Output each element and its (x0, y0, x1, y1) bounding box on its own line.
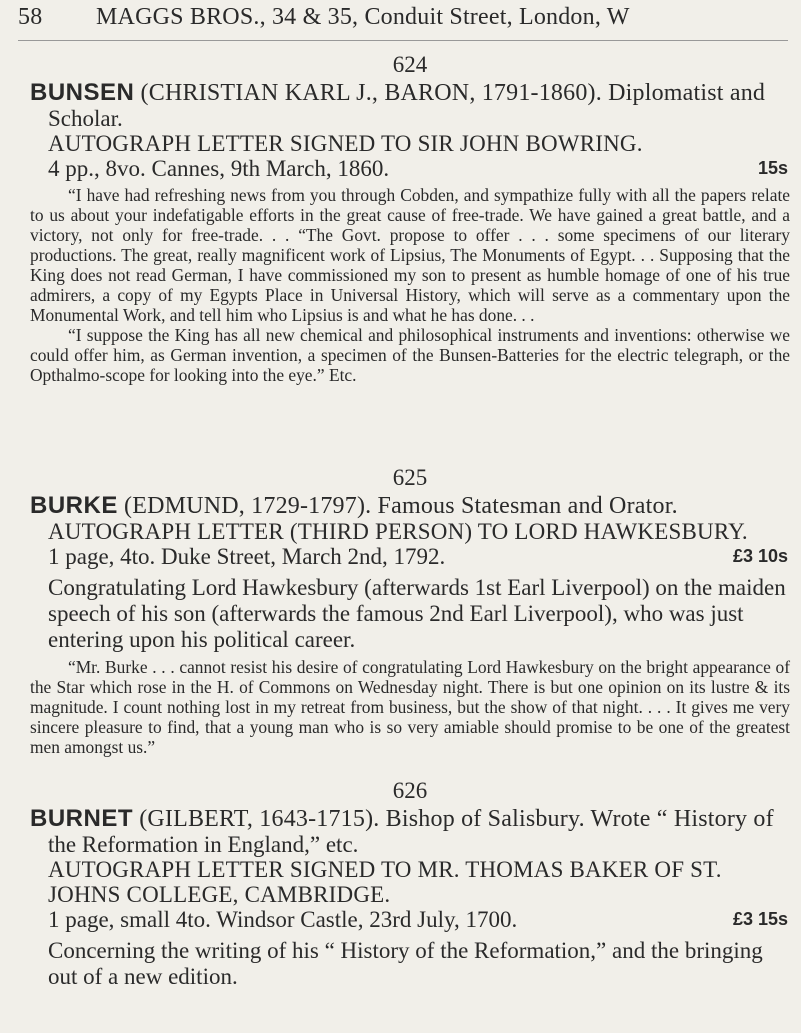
lot-number: 624 (392, 52, 428, 77)
person-name: BURKE (30, 492, 118, 519)
entry-heading (30, 493, 790, 519)
heading-continuation: Scholar. (48, 106, 123, 131)
catalogue-entry-625 (30, 465, 790, 757)
quote-paragraph: “I suppose the King has all new chemical and philosophical instruments and inventions: otherwise we could offer him, as German invention, a specimen of the Bunsen-Batteries for the electric telegraph, or the Opthalmo-scope for looking into the eye.” Etc. (30, 325, 790, 385)
quotation (30, 185, 790, 385)
catalogue-entry-624 (30, 52, 790, 385)
item-description (48, 544, 790, 569)
heading-continuation: the Reformation in England,” etc. (48, 832, 359, 857)
heading-details: (EDMUND, 1729-1797). Famous Statesman and Orator. (117, 493, 678, 519)
quote-paragraph: “I have had refreshing news from you through Cobden, and sympathize fully with all the papers relate to us about your indefatigable efforts in the great cause of free-trade. We have gained a great battle, and a victory, not only for free-trade. . . “The Govt. propose to offer . . . some specimens of our literary productions. The great, really magnificent work of Lipsius, The Monuments of Egypt. . . Supposing that the King does not read German, I have commissioned my son to present as humble homage of one of his true admirers, a copy of my Egypts Place in Universal History, which will serve as a commentary upon the Monumental Work, and tell him who Lipsius is and what he has done. . . (30, 185, 790, 325)
person-name: BUNSEN (30, 79, 135, 106)
price: 15s (757, 158, 788, 178)
item-title: AUTOGRAPH LETTER (THIRD PERSON) TO LORD HAWKESBURY. (48, 519, 748, 544)
item-description (48, 156, 790, 181)
summary: Congratulating Lord Hawkesbury (afterwards 1st Earl Liverpool) on the maiden speech of his son (afterwards the famous 2nd Earl Liverpool), who was just entering upon his political career. (48, 575, 786, 652)
quotation (30, 657, 790, 757)
person-name: BURNET (30, 805, 133, 832)
quote-paragraph: “Mr. Burke . . . cannot resist his desire of congratulating Lord Hawkesbury on the bright appearance of the Star which rose in the H. of Commons on Wednesday night. There is but one opinion on its lustre & its magnitude. I count nothing lost in my retreat from business, but the show of that night. . . . It gives me very sincere pleasure to find, that a young man who is so very amiable should promise to be one of the greatest men amongst us.” (30, 657, 790, 757)
lot-number: 626 (392, 778, 428, 803)
entry-heading (30, 806, 790, 832)
page-number: 58 (18, 4, 43, 30)
price: £3 15s (732, 909, 788, 929)
item-title: AUTOGRAPH LETTER SIGNED TO SIR JOHN BOWRING. (48, 131, 643, 156)
physical-description: 1 page, 4to. Duke Street, March 2nd, 1792. (48, 544, 446, 569)
item-description (48, 907, 790, 932)
header-rule (18, 40, 788, 41)
item-title: AUTOGRAPH LETTER SIGNED TO MR. THOMAS BAKER OF ST. JOHNS COLLEGE, CAMBRIDGE. (48, 857, 722, 907)
entry-heading (30, 80, 790, 106)
heading-details: (GILBERT, 1643-1715). Bishop of Salisbury. Wrote “ History of (133, 806, 774, 832)
physical-description: 4 pp., 8vo. Cannes, 9th March, 1860. (48, 156, 390, 181)
firm-address: MAGGS BROS., 34 & 35, Conduit Street, London, W (96, 4, 630, 30)
lot-number: 625 (392, 465, 428, 490)
running-head (18, 4, 788, 31)
catalogue-entry-626 (30, 778, 790, 990)
summary: Concerning the writing of his “ History of the Reformation,” and the bringing out of a new edition. (48, 938, 763, 989)
physical-description: 1 page, small 4to. Windsor Castle, 23rd July, 1700. (48, 907, 518, 932)
heading-details: (CHRISTIAN KARL J., BARON, 1791-1860). Diplomatist and (134, 80, 766, 106)
price: £3 10s (732, 546, 788, 566)
